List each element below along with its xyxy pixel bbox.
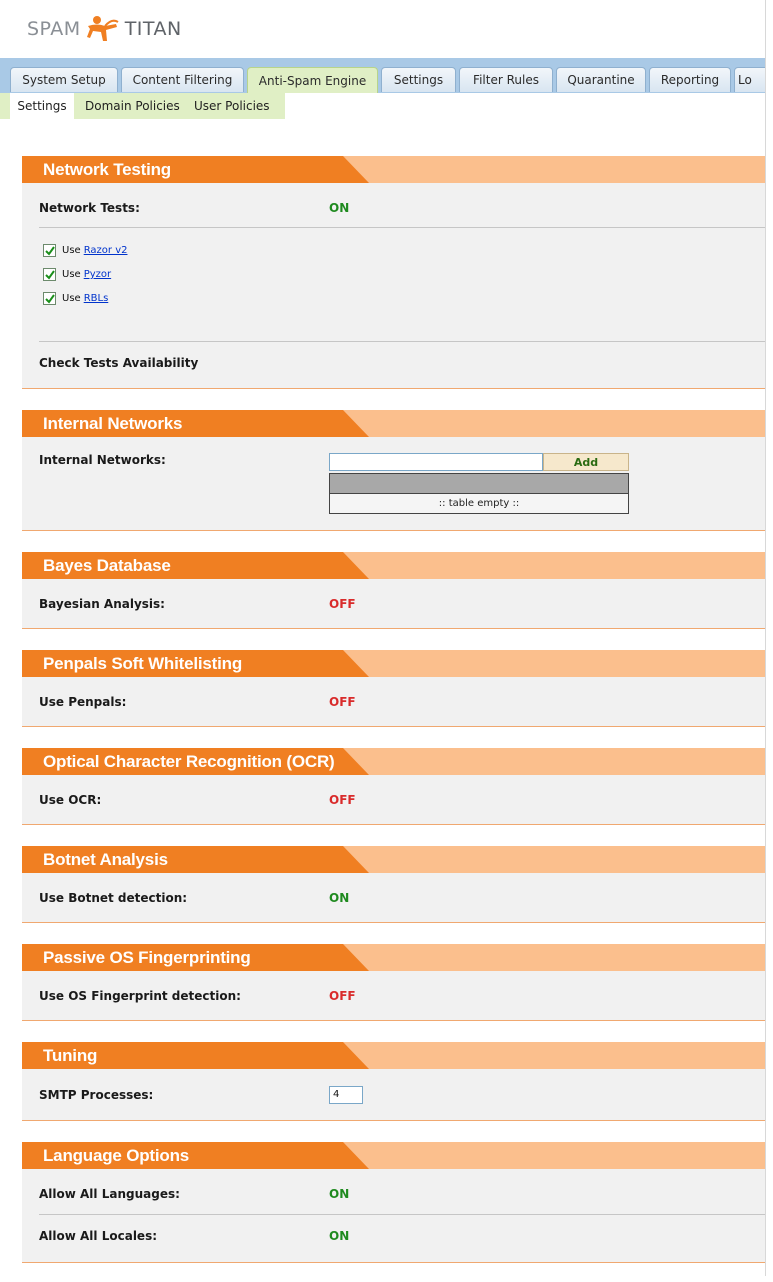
section-tuning [22, 1042, 765, 1121]
section-header [22, 552, 765, 579]
add-network-button[interactable]: Add [543, 453, 629, 471]
logo-text-spam: SPAM [27, 18, 81, 40]
networks-table-header [329, 473, 629, 494]
subnav-user-policies[interactable]: User Policies [194, 99, 270, 113]
section-header [22, 944, 765, 971]
rbls-link[interactable]: RBLs [83, 293, 109, 304]
section-network-testing [22, 156, 765, 389]
bayesian-analysis-label: Bayesian Analysis: [39, 597, 165, 611]
network-tests-label: Network Tests: [39, 201, 140, 215]
tab-quarantine[interactable]: Quarantine [556, 67, 646, 92]
razor-link[interactable]: Razor v2 [83, 245, 128, 256]
networks-table-empty: :: table empty :: [329, 493, 629, 514]
section-header [22, 156, 765, 183]
divider [39, 227, 765, 228]
rbls-option [43, 292, 108, 305]
section-header [22, 410, 765, 437]
section-header [22, 1142, 765, 1169]
section-header [22, 846, 765, 873]
bayesian-analysis-status[interactable]: OFF [329, 597, 356, 611]
section-internal-networks [22, 410, 765, 531]
rbls-prefix: Use [62, 293, 81, 304]
razor-prefix: Use [62, 245, 81, 256]
razor-checkbox[interactable] [43, 244, 56, 257]
allow-all-languages-label: Allow All Languages: [39, 1187, 180, 1201]
divider [39, 1214, 765, 1215]
tab-reporting[interactable]: Reporting [649, 67, 731, 92]
section-botnet-analysis [22, 846, 765, 923]
os-fingerprint-label: Use OS Fingerprint detection: [39, 989, 241, 1003]
use-botnet-status[interactable]: ON [329, 891, 350, 905]
section-title: Botnet Analysis [22, 846, 343, 873]
pyzor-checkbox[interactable] [43, 268, 56, 281]
section-ocr [22, 748, 765, 825]
subnav-domain-policies[interactable]: Domain Policies [85, 99, 180, 113]
titan-figure-icon [85, 14, 121, 44]
os-fingerprint-status[interactable]: OFF [329, 989, 356, 1003]
network-tests-status[interactable]: ON [329, 201, 350, 215]
section-title: Network Testing [22, 156, 343, 183]
use-ocr-label: Use OCR: [39, 793, 102, 807]
section-title: Bayes Database [22, 552, 343, 579]
section-language-options [22, 1142, 765, 1263]
tab-filter-rules[interactable]: Filter Rules [459, 67, 553, 92]
razor-option [43, 244, 127, 257]
section-title: Passive OS Fingerprinting [22, 944, 343, 971]
tab-system-setup[interactable]: System Setup [10, 67, 118, 92]
section-header [22, 1042, 765, 1069]
section-title: Language Options [22, 1142, 343, 1169]
internal-network-input[interactable] [329, 453, 543, 471]
tab-content-filtering[interactable]: Content Filtering [121, 67, 244, 92]
rbls-checkbox[interactable] [43, 292, 56, 305]
tab-logs-truncated[interactable]: Lo [734, 67, 766, 92]
section-title: Internal Networks [22, 410, 343, 437]
pyzor-option [43, 268, 111, 281]
smtp-processes-input[interactable]: 4 [329, 1086, 363, 1104]
divider [39, 341, 765, 342]
use-botnet-label: Use Botnet detection: [39, 891, 188, 905]
section-penpals [22, 650, 765, 727]
allow-all-languages-status[interactable]: ON [329, 1187, 350, 1201]
tab-anti-spam-engine[interactable]: Anti-Spam Engine [247, 67, 378, 93]
use-penpals-label: Use Penpals: [39, 695, 127, 709]
use-penpals-status[interactable]: OFF [329, 695, 356, 709]
pyzor-prefix: Use [62, 269, 81, 280]
check-tests-availability-button[interactable]: Check Tests Availability [39, 356, 199, 370]
pyzor-link[interactable]: Pyzor [83, 269, 112, 280]
checkmark-icon [45, 270, 55, 280]
section-bayes-database [22, 552, 765, 629]
allow-all-locales-label: Allow All Locales: [39, 1229, 158, 1243]
section-header [22, 748, 765, 775]
section-title: Tuning [22, 1042, 343, 1069]
section-header [22, 650, 765, 677]
use-ocr-status[interactable]: OFF [329, 793, 356, 807]
section-os-fingerprinting [22, 944, 765, 1021]
spamtitan-logo [27, 14, 182, 44]
logo-text-titan: TITAN [124, 18, 182, 40]
subnav-settings[interactable]: Settings [10, 93, 74, 119]
tab-settings[interactable]: Settings [381, 67, 456, 92]
allow-all-locales-status[interactable]: ON [329, 1229, 350, 1243]
smtp-processes-label: SMTP Processes: [39, 1088, 154, 1102]
internal-networks-label: Internal Networks: [39, 453, 166, 467]
section-title: Penpals Soft Whitelisting [22, 650, 343, 677]
checkmark-icon [45, 246, 55, 256]
section-title: Optical Character Recognition (OCR) [22, 748, 343, 775]
checkmark-icon [45, 294, 55, 304]
